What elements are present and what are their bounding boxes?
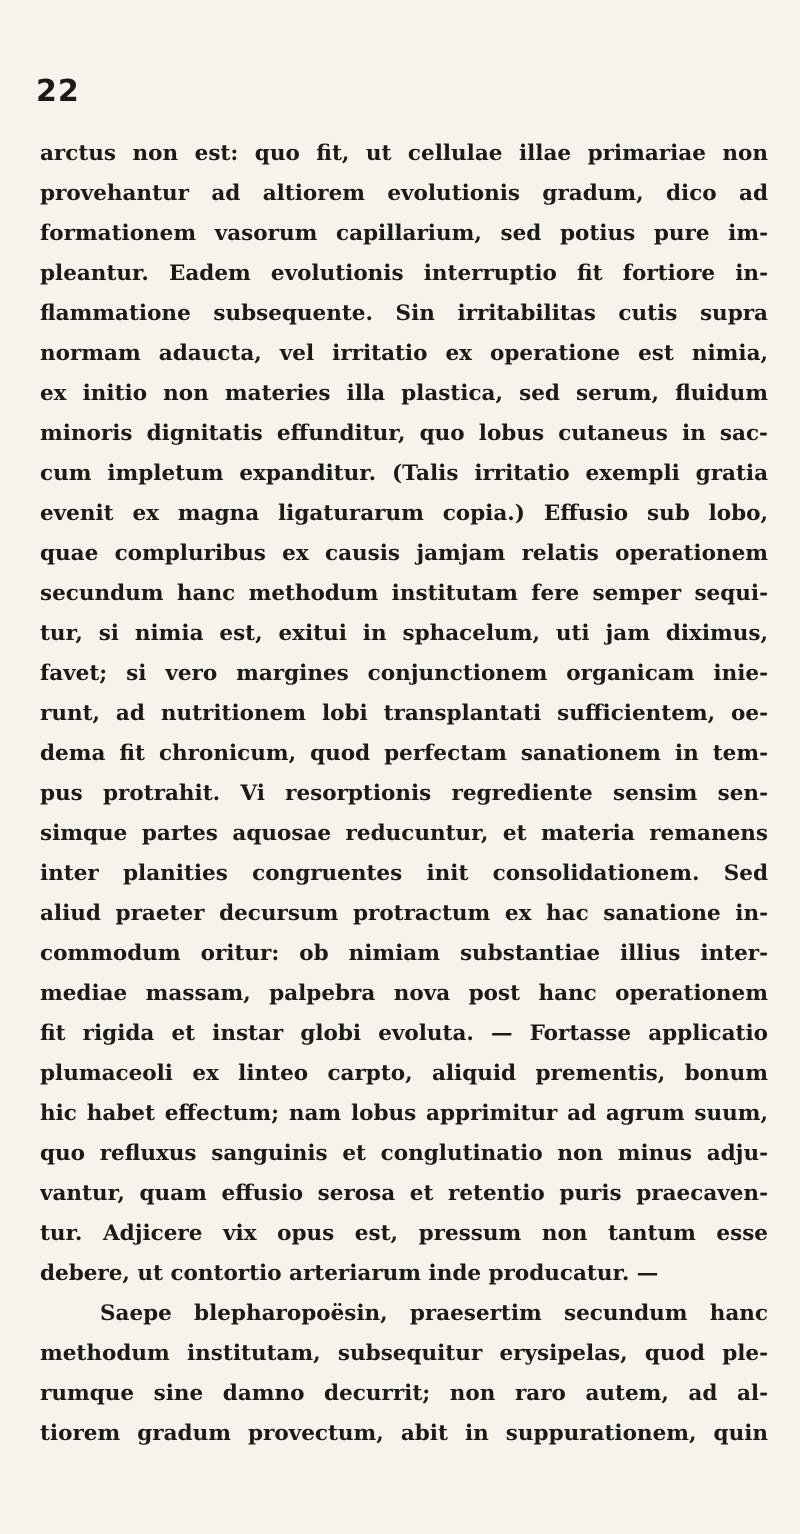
text-line: inter planities congruentes init consolidationem. Sed [40,861,768,886]
text-line: ex initio non materies illa plastica, sed serum, fluidum [40,381,768,406]
text-line: mediae massam, palpebra nova post hanc operationem [40,981,768,1006]
text-line: favet; si vero margines conjunctionem organicam inie- [40,661,768,686]
text-line: tiorem gradum provectum, abit in suppurationem, quin [40,1421,768,1446]
text-line: vantur, quam effusio serosa et retentio puris praecaven- [40,1181,768,1206]
text-line: secundum hanc methodum institutam fere semper sequi- [40,581,768,606]
text-line: fit rigida et instar globi evoluta. — Fortasse applicatio [40,1021,768,1046]
text-line: arctus non est: quo fit, ut cellulae illae primariae non [40,141,768,166]
text-line: quo refluxus sanguinis et conglutinatio non minus adju- [40,1141,768,1166]
text-line: tur. Adjicere vix opus est, pressum non tantum esse [40,1221,768,1246]
text-line: dema fit chronicum, quod perfectam sanationem in tem- [40,741,768,766]
text-line: formationem vasorum capillarium, sed potius pure im- [40,221,768,246]
text-line: pleantur. Eadem evolutionis interruptio fit fortiore in- [40,261,768,286]
page-number: 22 [36,74,80,109]
text-line: debere, ut contortio arteriarum inde producatur. — [40,1261,659,1286]
text-line: quae compluribus ex causis jamjam relatis operationem [40,541,768,566]
text-line: runt, ad nutritionem lobi transplantati sufficientem, oe- [40,701,768,726]
text-line: Saepe blepharopoësin, praesertim secundum hanc [100,1301,768,1326]
text-line: evenit ex magna ligaturarum copia.) Effusio sub lobo, [40,501,768,526]
text-line: commodum oritur: ob nimiam substantiae illius inter- [40,941,768,966]
text-line: provehantur ad altiorem evolutionis gradum, dico ad [40,181,768,206]
text-line: hic habet effectum; nam lobus apprimitur ad agrum suum, [40,1101,768,1126]
text-line: simque partes aquosae reducuntur, et materia remanens [40,821,768,846]
text-line: minoris dignitatis effunditur, quo lobus cutaneus in sac- [40,421,768,446]
text-line: cum impletum expanditur. (Talis irritatio exempli gratia [40,461,768,486]
text-line: plumaceoli ex linteo carpto, aliquid prementis, bonum [40,1061,768,1086]
text-line: normam adaucta, vel irritatio ex operatione est nimia, [40,341,768,366]
text-line: aliud praeter decursum protractum ex hac sanatione in- [40,901,768,926]
text-line: tur, si nimia est, exitui in sphacelum, uti jam diximus, [40,621,768,646]
text-line: flammatione subsequente. Sin irritabilitas cutis supra [40,301,768,326]
text-line: pus protrahit. Vi resorptionis regrediente sensim sen- [40,781,768,806]
text-line: rumque sine damno decurrit; non raro autem, ad al- [40,1381,768,1406]
text-line: methodum institutam, subsequitur erysipelas, quod ple- [40,1341,768,1366]
